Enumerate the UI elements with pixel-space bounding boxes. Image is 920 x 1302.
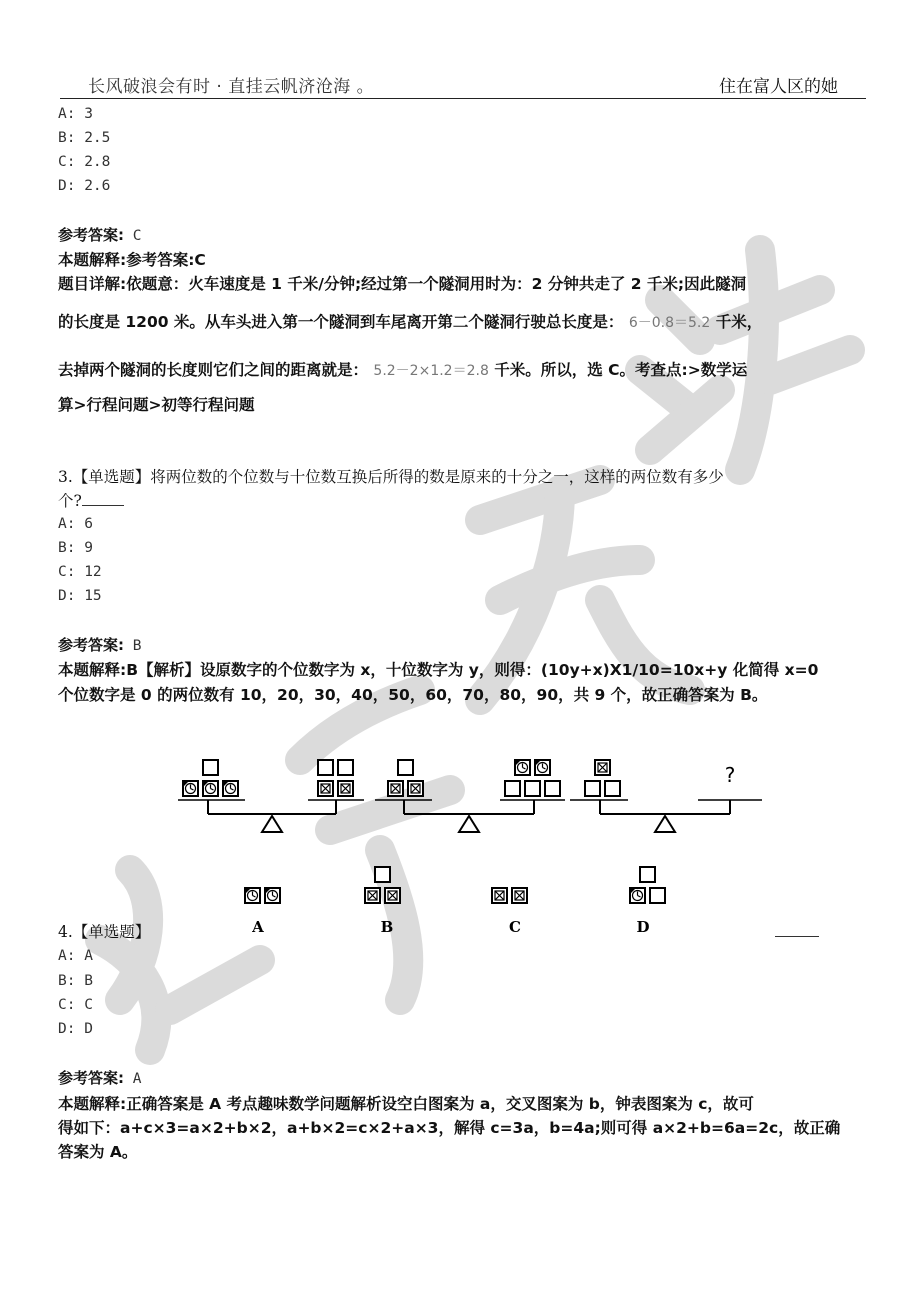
answer-label: 参考答案: — [58, 1069, 124, 1087]
q4-explain-3: 答案为 A。 — [58, 1143, 138, 1161]
q3-option-b: B: 9 — [58, 540, 93, 556]
answer-value: A — [124, 1071, 142, 1087]
answer-blank — [775, 936, 819, 937]
detail-text: 千米。所以，选 C。考查点:>数学运 — [494, 361, 748, 379]
q4-stem: 4.【单选题】 — [58, 923, 151, 941]
q2-answer — [58, 225, 141, 246]
q3-option-c: C: 12 — [58, 564, 102, 580]
choice-b-figure — [365, 867, 400, 936]
detail-text: 千米， — [715, 313, 763, 331]
scale-1 — [178, 760, 364, 832]
page-header — [60, 72, 866, 99]
q4-option-a: A: A — [58, 948, 93, 964]
q4-option-c: C: C — [58, 997, 93, 1013]
formula-2: 5.2－2×1.2＝2.8 — [373, 363, 489, 379]
answer-value: B — [124, 638, 142, 654]
header-title: 住在富人区的她 — [719, 77, 838, 97]
choice-c-label: C — [509, 918, 521, 936]
q2-option-c: C: 2.8 — [58, 154, 111, 170]
answer-blank — [82, 491, 124, 506]
stem-text: 个? — [58, 492, 82, 510]
q4-option-b: B: B — [58, 973, 93, 989]
q4-explain-2: 得如下：a+c×3=a×2+b×2，a+b×2=c×2+a×3，解得 c=3a，b=4a;则可得 a×2+b=6a=2c，故正确 — [58, 1119, 841, 1137]
explain-text: 本题解释:B【解析】设原数字的个位数字为 x，十位数字为 y，则得：(10y+x)X1/10=10x+y 化简得 x=0 — [58, 661, 819, 679]
q2-option-b: B: 2.5 — [58, 130, 111, 146]
answer-label: 参考答案: — [58, 636, 124, 654]
q4-option-d: D: D — [58, 1021, 93, 1037]
q2-detail-4: 算>行程问题>初等行程问题 — [58, 396, 255, 414]
header-motto: 长风破浪会有时 · 直挂云帆济沧海 。 — [88, 77, 375, 97]
q2-detail-1: 题目详解:依题意：火车速度是 1 千米/分钟;经过第一个隧洞用时为：2 分钟共走了 2 千米;因此隧洞 — [58, 275, 747, 293]
choice-b-label: B — [380, 918, 394, 936]
scale-2 — [375, 760, 565, 832]
q2-detail-3 — [58, 358, 866, 380]
detail-text: 的长度是 1200 米。从车头进入第一个隧洞到车尾离开第二个隧洞行驶总长度是： — [58, 313, 624, 331]
q3-option-a: A: 6 — [58, 516, 93, 532]
answer-value: C — [124, 228, 142, 244]
question-mark: ? — [724, 763, 736, 787]
q2-explain: 本题解释:参考答案:C — [58, 251, 206, 269]
scale-3 — [570, 760, 762, 832]
detail-text: 去掉两个隧洞的长度则它们之间的距离就是： — [58, 361, 369, 379]
choice-a-label: A — [252, 918, 264, 936]
q2-detail-2 — [58, 310, 866, 332]
q3-answer — [58, 635, 141, 656]
q3-stem-2 — [58, 489, 124, 511]
q2-option-d: D: 2.6 — [58, 178, 111, 194]
q4-answer — [58, 1068, 141, 1089]
q2-option-a: A: 3 — [58, 106, 93, 122]
choice-a-figure — [245, 888, 280, 936]
formula-1: 6－0.8＝5.2 — [628, 315, 711, 331]
q3-option-d: D: 15 — [58, 588, 102, 604]
q3-stem-1: 3.【单选题】将两位数的个位数与十位数互换后所得的数是原来的十分之一，这样的两位数有多少 — [58, 468, 724, 486]
answer-label: 参考答案: — [58, 226, 124, 244]
q4-explain-1: 本题解释:正确答案是 A 考点趣味数学问题解析设空白图案为 a，交叉图案为 b，钟表图案为 c，故可 — [58, 1095, 754, 1113]
choice-d-label: D — [636, 918, 650, 936]
q3-explain-2: 个位数字是 0 的两位数有 10，20，30，40，50，60，70，80，90，共 9 个，故正确答案为 B。 — [58, 686, 768, 704]
balance-figure — [170, 752, 770, 942]
choice-c-figure — [492, 888, 527, 936]
choice-d-figure — [630, 867, 665, 936]
q3-explain-1 — [58, 658, 866, 680]
